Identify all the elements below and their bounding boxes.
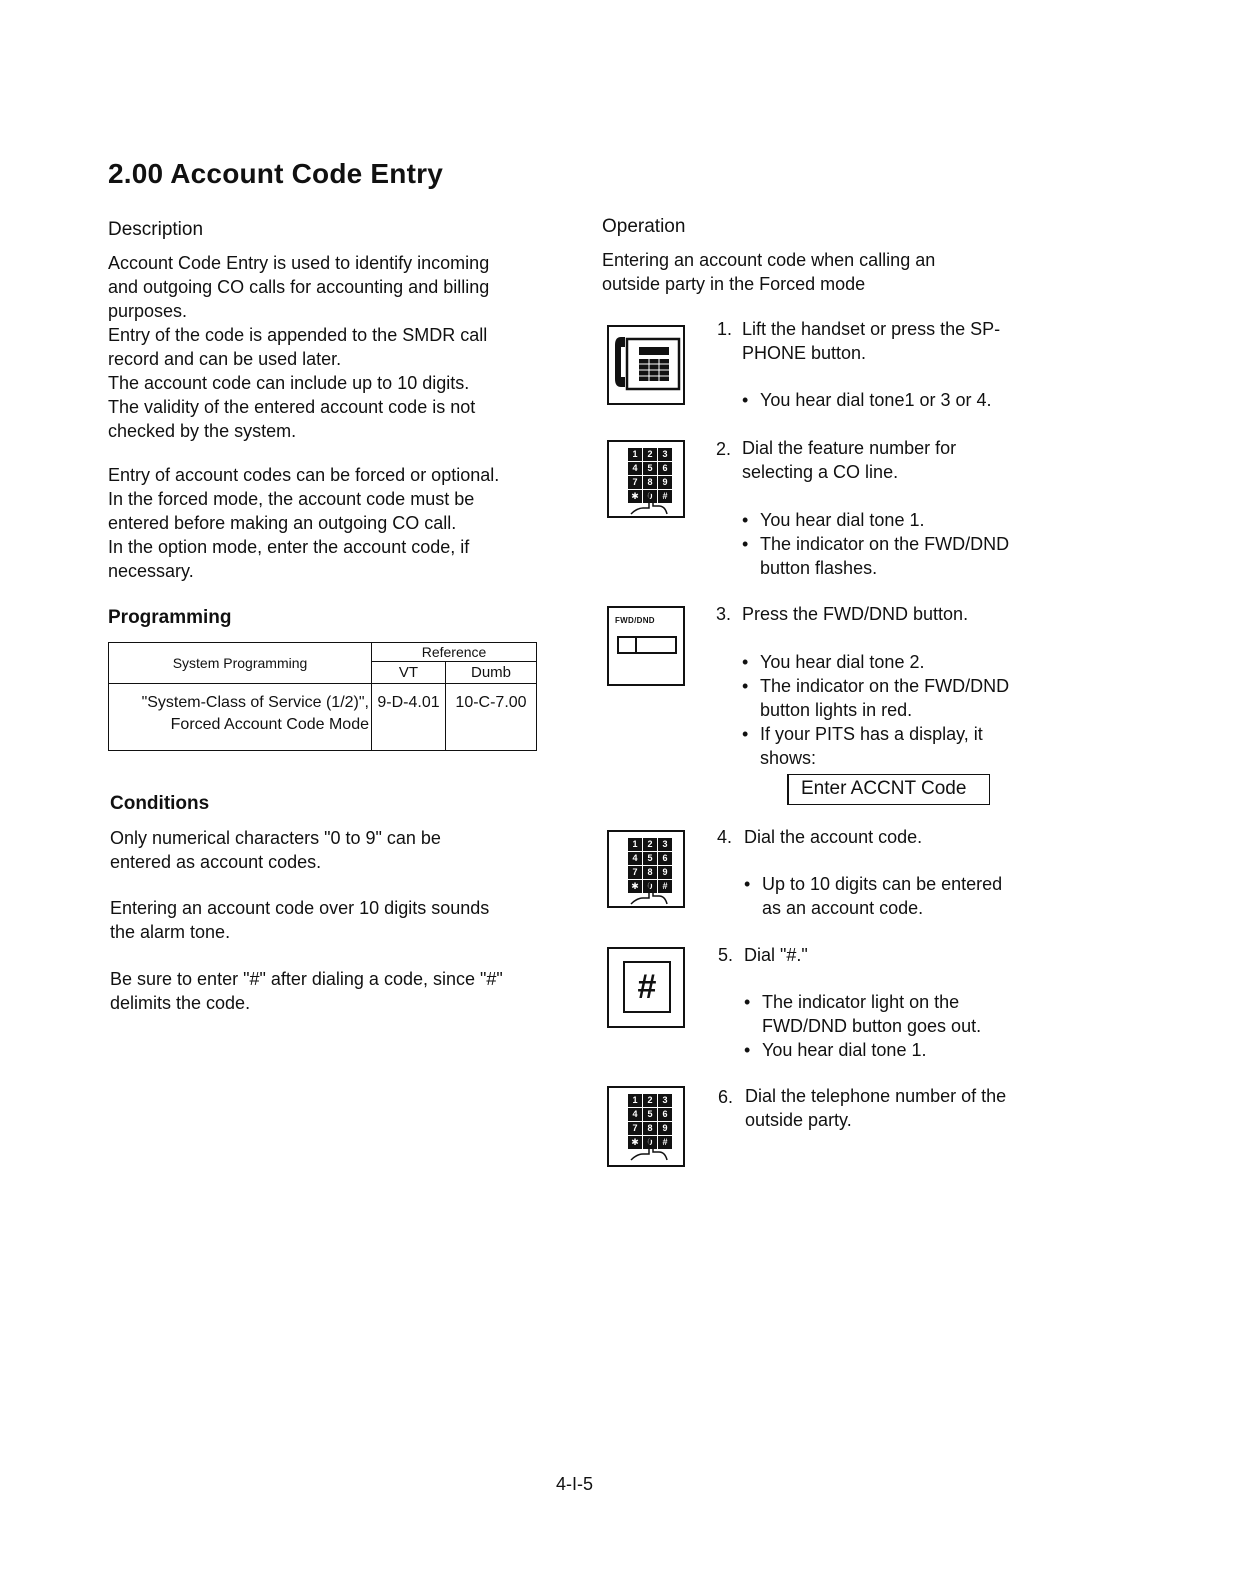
keypad-key: 8 [643, 866, 657, 879]
keypad-grid [628, 448, 672, 501]
step-4-bullets [744, 872, 1003, 920]
step-6-text [745, 1084, 1006, 1132]
conditions-paragraph-3 [110, 967, 580, 1015]
keypad-key: 9 [658, 1122, 672, 1135]
hash-key-icon [607, 947, 685, 1028]
dial-keypad-icon [607, 830, 685, 908]
step-line: Dial the feature number for [742, 438, 957, 458]
description-paragraph [108, 251, 578, 443]
bullet-text: Up to 10 digits can be entered [762, 874, 1003, 894]
bullet-item: • You hear dial tone 2. [742, 652, 925, 672]
bullet-text: You hear dial tone 1. [762, 1040, 927, 1060]
keypad-key: 7 [628, 476, 642, 489]
keypad-key: 1 [628, 1094, 642, 1107]
step-2-bullets [742, 508, 1010, 580]
keypad-key: 3 [658, 838, 672, 851]
keypad-key: 5 [643, 1108, 657, 1121]
keypad-key: 6 [658, 1108, 672, 1121]
keypad-key: 3 [658, 448, 672, 461]
bullet-continuation: FWD/DND button goes out. [762, 1016, 982, 1036]
keypad-key: 2 [643, 1094, 657, 1107]
page-number: 4-I-5 [556, 1474, 594, 1494]
table-cell-line: Forced Account Code Mode [170, 716, 369, 733]
step-2-text [742, 436, 956, 484]
bullet-continuation: button lights in red. [760, 700, 913, 720]
bullet-item: • The indicator light on the [744, 992, 960, 1012]
keypad-key: 8 [643, 476, 657, 489]
keypad-key: 9 [658, 866, 672, 879]
description-line: Entry of account codes can be forced or optional. [108, 465, 500, 485]
keypad-key: 1 [628, 448, 642, 461]
description-paragraph-2 [108, 463, 578, 583]
keypad-key: 6 [658, 462, 672, 475]
bullet-text: The indicator on the FWD/DND [760, 534, 1010, 554]
table-header-system-programming: System Programming [109, 643, 372, 684]
keypad-key: 0 [643, 490, 657, 503]
table-header-vt: VT [372, 662, 446, 684]
keypad-key: # [658, 1136, 672, 1149]
button-rect-icon [617, 636, 677, 654]
step-line: Dial "#." [744, 945, 808, 965]
bullet-continuation: as an account code. [762, 898, 924, 918]
step-line: Lift the handset or press the SP- [742, 319, 1001, 339]
keypad-key: 2 [643, 838, 657, 851]
description-heading: Description [108, 219, 204, 240]
description-line: checked by the system. [108, 421, 297, 441]
step-line: PHONE button. [742, 343, 867, 363]
display-readout: Enter ACCNT Code [787, 774, 990, 805]
telephone-icon [607, 325, 685, 405]
conditions-line: Be sure to enter "#" after dialing a code, since "#" [110, 969, 503, 989]
table-header-dumb: Dumb [446, 662, 537, 684]
description-line: The validity of the entered account code is not [108, 397, 476, 417]
keypad-key: 7 [628, 866, 642, 879]
step-3-text [742, 602, 968, 626]
keypad-grid [628, 838, 672, 891]
keypad-key: 4 [628, 1108, 642, 1121]
description-line: Account Code Entry is used to identify incoming [108, 253, 490, 273]
table-cell-vt: 9-D-4.01 [372, 684, 446, 751]
step-1-bullets [742, 388, 992, 412]
keypad-key: 5 [643, 462, 657, 475]
conditions-line: the alarm tone. [110, 922, 231, 942]
keypad-key: 1 [628, 838, 642, 851]
bullet-item: • You hear dial tone1 or 3 or 4. [742, 390, 992, 410]
bullet-text: You hear dial tone 1. [760, 510, 925, 530]
description-line: necessary. [108, 561, 194, 581]
description-line: record and can be used later. [108, 349, 342, 369]
description-line: entered before making an outgoing CO call. [108, 513, 457, 533]
finger-icon [629, 1138, 669, 1162]
bullet-text: You hear dial tone1 or 3 or 4. [760, 390, 992, 410]
keypad-key: ✱ [628, 1136, 642, 1149]
conditions-paragraph-1 [110, 826, 580, 874]
step-line: Press the FWD/DND button. [742, 604, 969, 624]
bullet-item: • You hear dial tone 1. [744, 1040, 927, 1060]
keypad-key: ✱ [628, 880, 642, 893]
keypad-key: 3 [658, 1094, 672, 1107]
step-1-text [742, 317, 1000, 365]
bullet-item: • If your PITS has a display, it [742, 724, 983, 744]
table-cell-dumb: 10-C-7.00 [446, 684, 537, 751]
fwd-dnd-label: FWD/DND [615, 616, 655, 625]
step-4-number: 4. [717, 827, 733, 847]
programming-reference-table [108, 642, 537, 751]
description-line: and outgoing CO calls for accounting and billing [108, 277, 490, 297]
bullet-item: • You hear dial tone 1. [742, 510, 925, 530]
page-title: 2.00 Account Code Entry [108, 158, 443, 189]
keypad-key: 4 [628, 462, 642, 475]
keypad-key: # [658, 490, 672, 503]
operation-heading: Operation [602, 216, 686, 237]
hash-key-symbol: # [623, 961, 671, 1013]
conditions-heading: Conditions [110, 793, 210, 814]
step-2-number: 2. [716, 439, 732, 459]
operation-intro-line: Entering an account code when calling an [602, 250, 936, 270]
keypad-key: ✱ [628, 490, 642, 503]
step-1-number: 1. [717, 319, 733, 339]
conditions-line: Only numerical characters "0 to 9" can be [110, 828, 441, 848]
bullet-continuation: button flashes. [760, 558, 878, 578]
button-divider [635, 638, 637, 652]
telephone-drawing [609, 327, 683, 403]
dial-keypad-icon [607, 1086, 685, 1167]
bullet-text: You hear dial tone 2. [760, 652, 925, 672]
step-5-text [744, 943, 808, 967]
description-line: The account code can include up to 10 digits. [108, 373, 470, 393]
bullet-text: The indicator light on the [762, 992, 960, 1012]
step-3-bullets [742, 650, 1010, 770]
step-3-number: 3. [716, 604, 732, 624]
description-line: In the option mode, enter the account code, if [108, 537, 470, 557]
dial-keypad-icon [607, 440, 685, 518]
table-cell-line: "System-Class of Service (1/2)", [141, 694, 369, 711]
bullet-continuation: shows: [760, 748, 817, 768]
step-line: outside party. [745, 1110, 852, 1130]
operation-intro-line: outside party in the Forced mode [602, 274, 866, 294]
keypad-key: 0 [643, 880, 657, 893]
description-line: Entry of the code is appended to the SMDR call [108, 325, 488, 345]
conditions-line: Entering an account code over 10 digits sounds [110, 898, 490, 918]
keypad-key: 0 [643, 1136, 657, 1149]
bullet-item: • Up to 10 digits can be entered [744, 874, 1003, 894]
table-cell-system-programming [109, 684, 372, 751]
conditions-paragraph-2 [110, 896, 580, 944]
programming-heading: Programming [108, 607, 232, 628]
keypad-key: 9 [658, 476, 672, 489]
table-header-reference: Reference [372, 643, 537, 662]
keypad-key: 6 [658, 852, 672, 865]
finger-icon [629, 492, 669, 516]
keypad-key: 5 [643, 852, 657, 865]
step-6-number: 6. [718, 1087, 734, 1107]
fwd-dnd-button-icon [607, 606, 685, 686]
step-line: Dial the telephone number of the [745, 1086, 1007, 1106]
step-4-text [744, 825, 922, 849]
keypad-key: # [658, 880, 672, 893]
operation-intro [602, 248, 1022, 296]
bullet-item: • The indicator on the FWD/DND [742, 534, 1010, 554]
keypad-key: 7 [628, 1122, 642, 1135]
finger-icon [629, 882, 669, 906]
keypad-key: 2 [643, 448, 657, 461]
conditions-line: entered as account codes. [110, 852, 322, 872]
keypad-grid [628, 1094, 672, 1147]
bullet-text: If your PITS has a display, it [760, 724, 983, 744]
bullet-item: • The indicator on the FWD/DND [742, 676, 1010, 696]
description-line: purposes. [108, 301, 188, 321]
description-line: In the forced mode, the account code must be [108, 489, 475, 509]
step-line: Dial the account code. [744, 827, 923, 847]
keypad-key: 4 [628, 852, 642, 865]
bullet-text: The indicator on the FWD/DND [760, 676, 1010, 696]
step-5-number: 5. [718, 945, 734, 965]
step-5-bullets [744, 990, 982, 1062]
conditions-line: delimits the code. [110, 993, 251, 1013]
keypad-key: 8 [643, 1122, 657, 1135]
step-line: selecting a CO line. [742, 462, 899, 482]
